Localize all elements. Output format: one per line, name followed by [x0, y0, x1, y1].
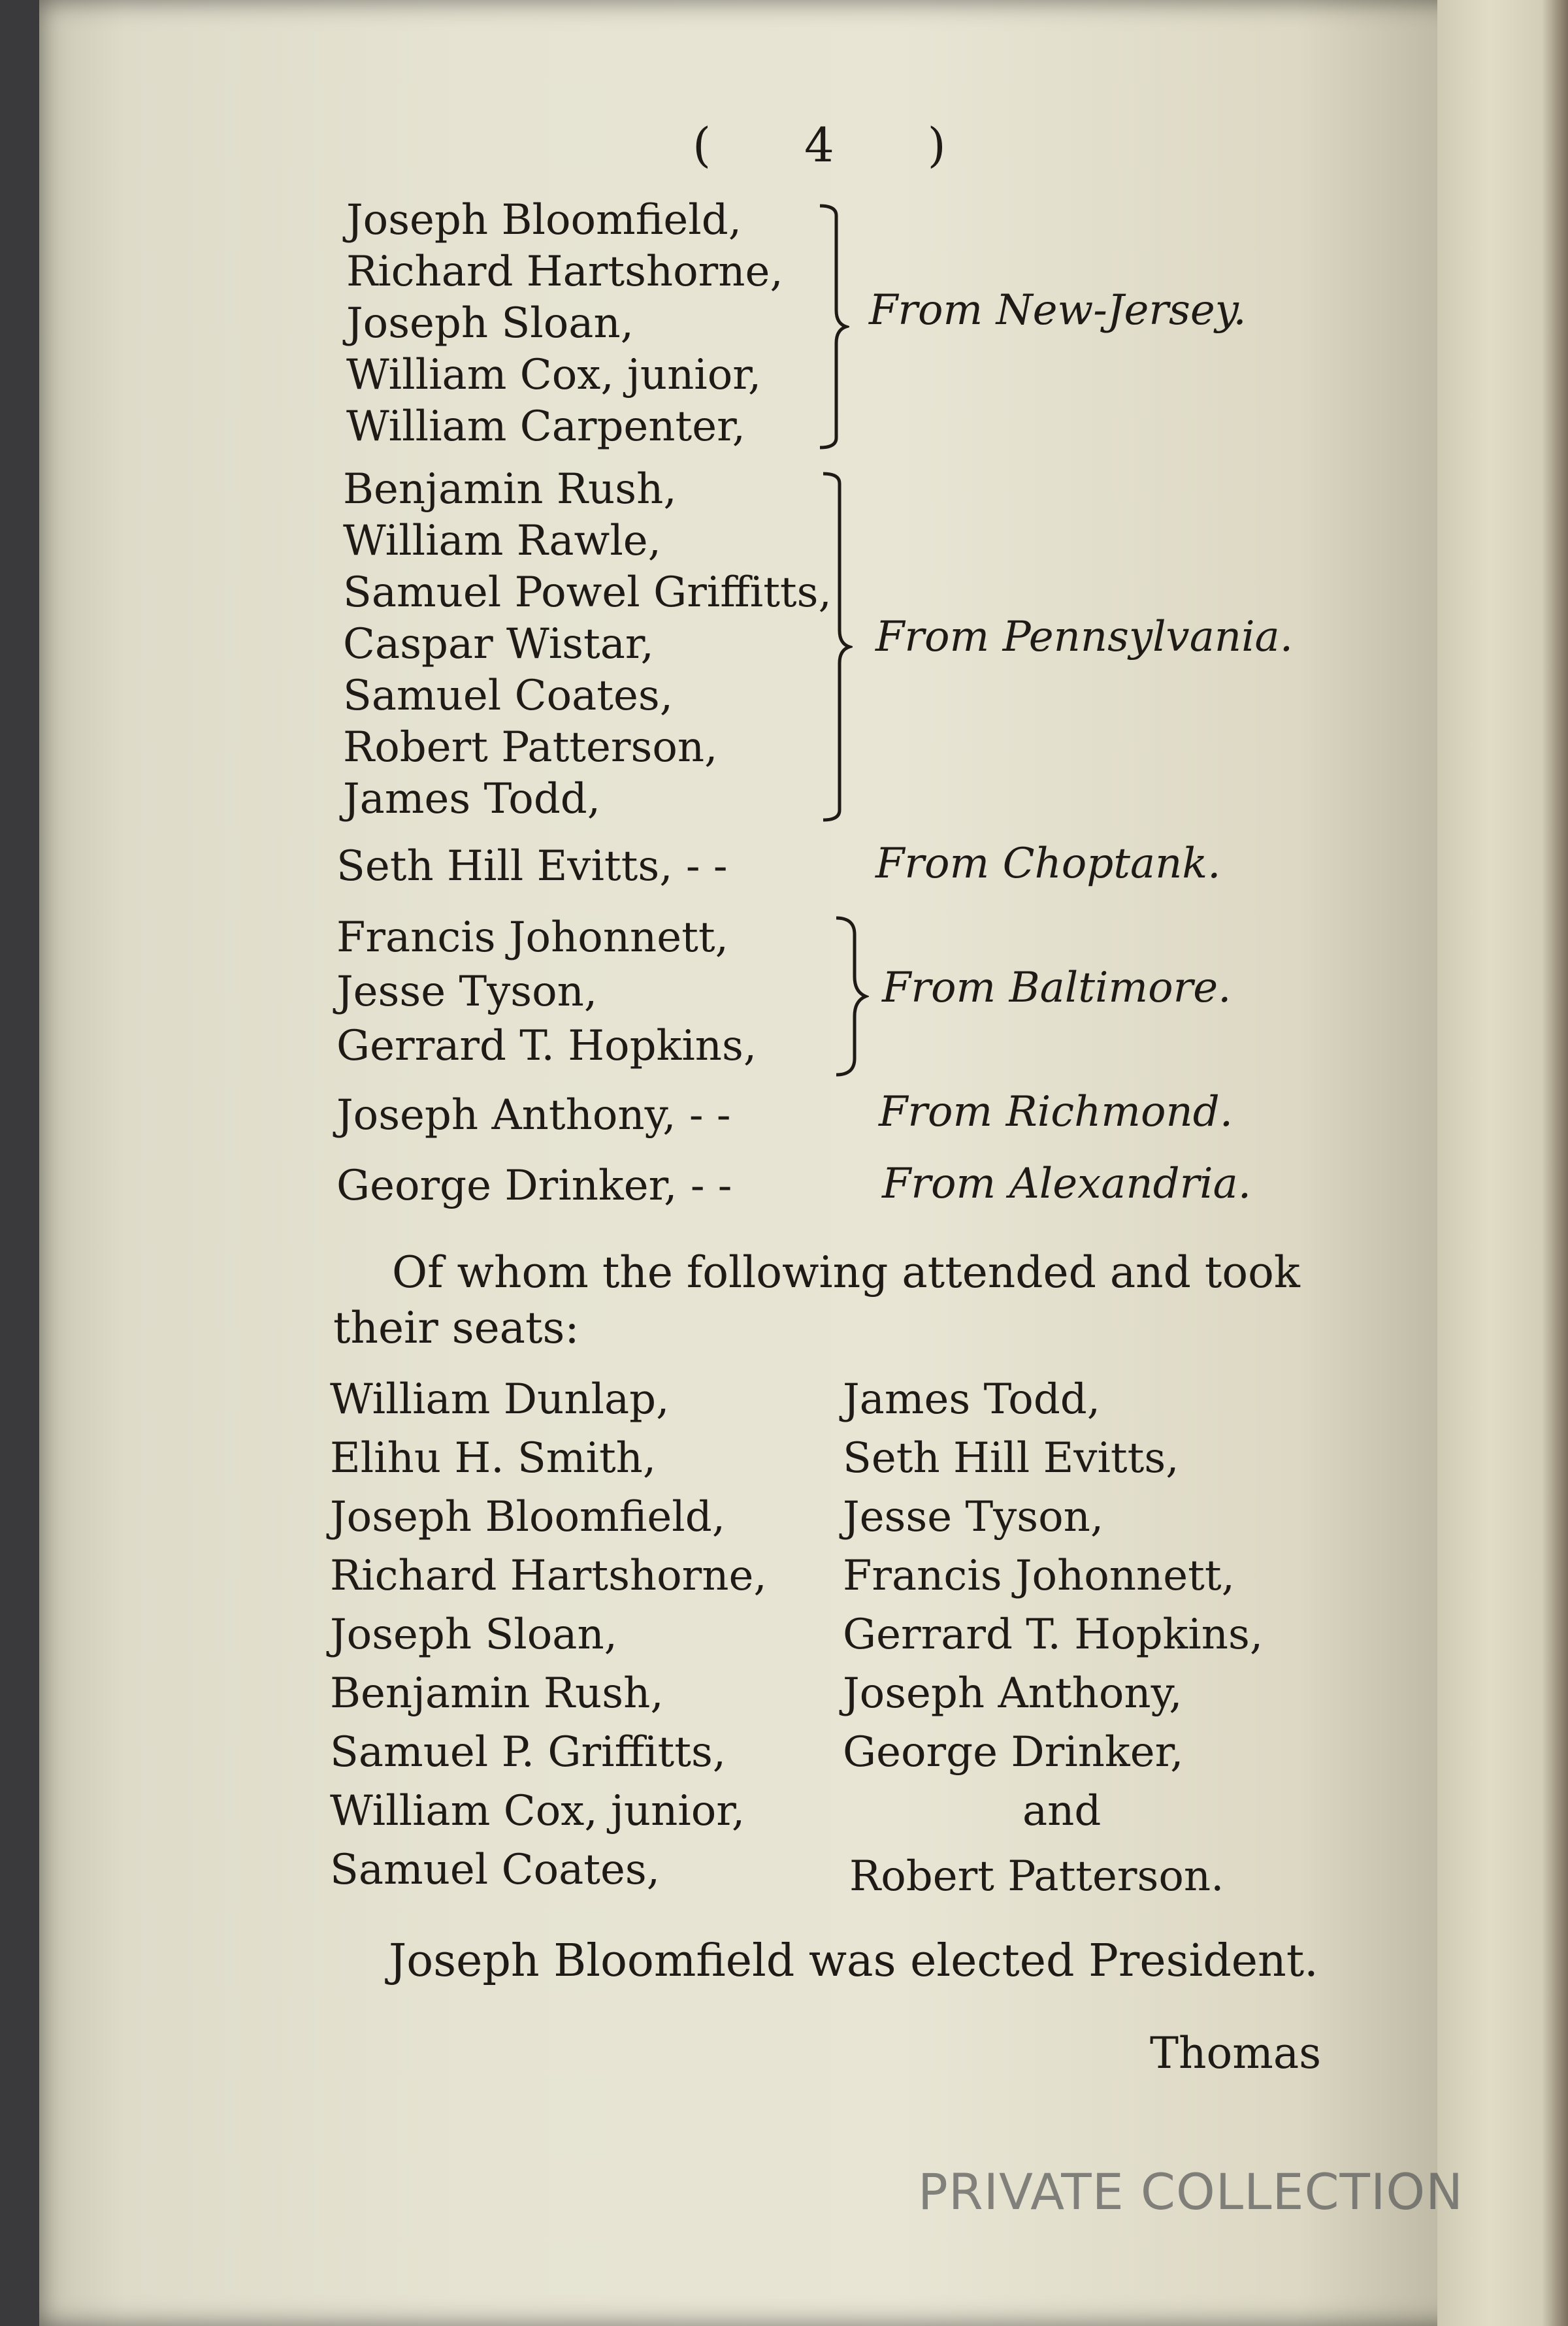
- origin-label: From Alexandria.: [882, 1160, 1252, 1208]
- attendee-name: William Dunlap,: [330, 1375, 670, 1424]
- delegate-name: Gerrard T. Hopkins,: [336, 1022, 757, 1070]
- attendee-name: William Cox, junior,: [330, 1787, 745, 1835]
- delegate-name: William Rawle,: [343, 517, 661, 565]
- attendee-name: Seth Hill Evitts,: [843, 1434, 1179, 1482]
- attendee-name: Benjamin Rush,: [330, 1669, 664, 1718]
- attendee-name: Robert Patterson.: [849, 1852, 1224, 1901]
- delegate-name: James Todd,: [343, 775, 601, 823]
- attendee-name: Gerrard T. Hopkins,: [843, 1611, 1264, 1659]
- delegate-name: William Carpenter,: [346, 402, 745, 451]
- delegate-name: Joseph Anthony, - -: [336, 1091, 731, 1139]
- attendee-name: Jesse Tyson,: [843, 1493, 1104, 1541]
- delegate-name: Joseph Bloomfield,: [346, 196, 742, 244]
- attendee-name: Joseph Sloan,: [330, 1611, 617, 1659]
- attendee-name: Joseph Anthony,: [843, 1669, 1183, 1718]
- watermark: PRIVATE COLLECTION: [918, 2163, 1464, 2221]
- page-edge: [1437, 0, 1568, 2326]
- origin-label: From New-Jersey.: [869, 286, 1247, 335]
- brace-icon: [830, 915, 869, 1078]
- elected-statement: Joseph Bloomfield was elected President.: [389, 1935, 1318, 1987]
- origin-label: From Richmond.: [879, 1088, 1233, 1136]
- attended-intro: their seats:: [333, 1303, 580, 1353]
- delegate-name: Richard Hartshorne,: [346, 248, 783, 296]
- page-number: ( 4 ): [693, 118, 985, 172]
- attendee-name: Samuel Coates,: [330, 1846, 661, 1894]
- delegate-name: Samuel Coates,: [343, 672, 674, 720]
- delegate-name: George Drinker, - -: [336, 1162, 732, 1210]
- attendee-name: Francis Johonnett,: [843, 1552, 1235, 1600]
- attendee-name: Samuel P. Griffitts,: [330, 1728, 727, 1777]
- catchword: Thomas: [1150, 2028, 1322, 2078]
- attendee-name: Elihu H. Smith,: [330, 1434, 657, 1482]
- attendee-name: Joseph Bloomfield,: [330, 1493, 726, 1541]
- delegate-name: Francis Johonnett,: [336, 913, 728, 962]
- delegate-name: Joseph Sloan,: [346, 299, 634, 348]
- origin-label: From Choptank.: [875, 840, 1221, 888]
- delegate-name: Jesse Tyson,: [336, 968, 598, 1016]
- bracket-icon: [817, 203, 849, 451]
- conjunction-and: and: [1022, 1787, 1102, 1835]
- bracket-icon: [820, 470, 853, 823]
- delegate-name: Robert Patterson,: [343, 723, 718, 772]
- delegate-name: William Cox, junior,: [346, 351, 762, 399]
- delegate-name: Caspar Wistar,: [343, 620, 654, 668]
- attendee-name: George Drinker,: [843, 1728, 1184, 1777]
- attendee-name: James Todd,: [843, 1375, 1101, 1424]
- delegate-name: Seth Hill Evitts, - -: [336, 842, 728, 891]
- origin-label: From Baltimore.: [882, 964, 1232, 1012]
- origin-label: From Pennsylvania.: [875, 613, 1294, 661]
- attendee-name: Richard Hartshorne,: [330, 1552, 767, 1600]
- delegate-name: Benjamin Rush,: [343, 465, 677, 514]
- attended-intro: Of whom the following attended and took: [392, 1247, 1300, 1298]
- delegate-name: Samuel Powel Griffitts,: [343, 568, 832, 617]
